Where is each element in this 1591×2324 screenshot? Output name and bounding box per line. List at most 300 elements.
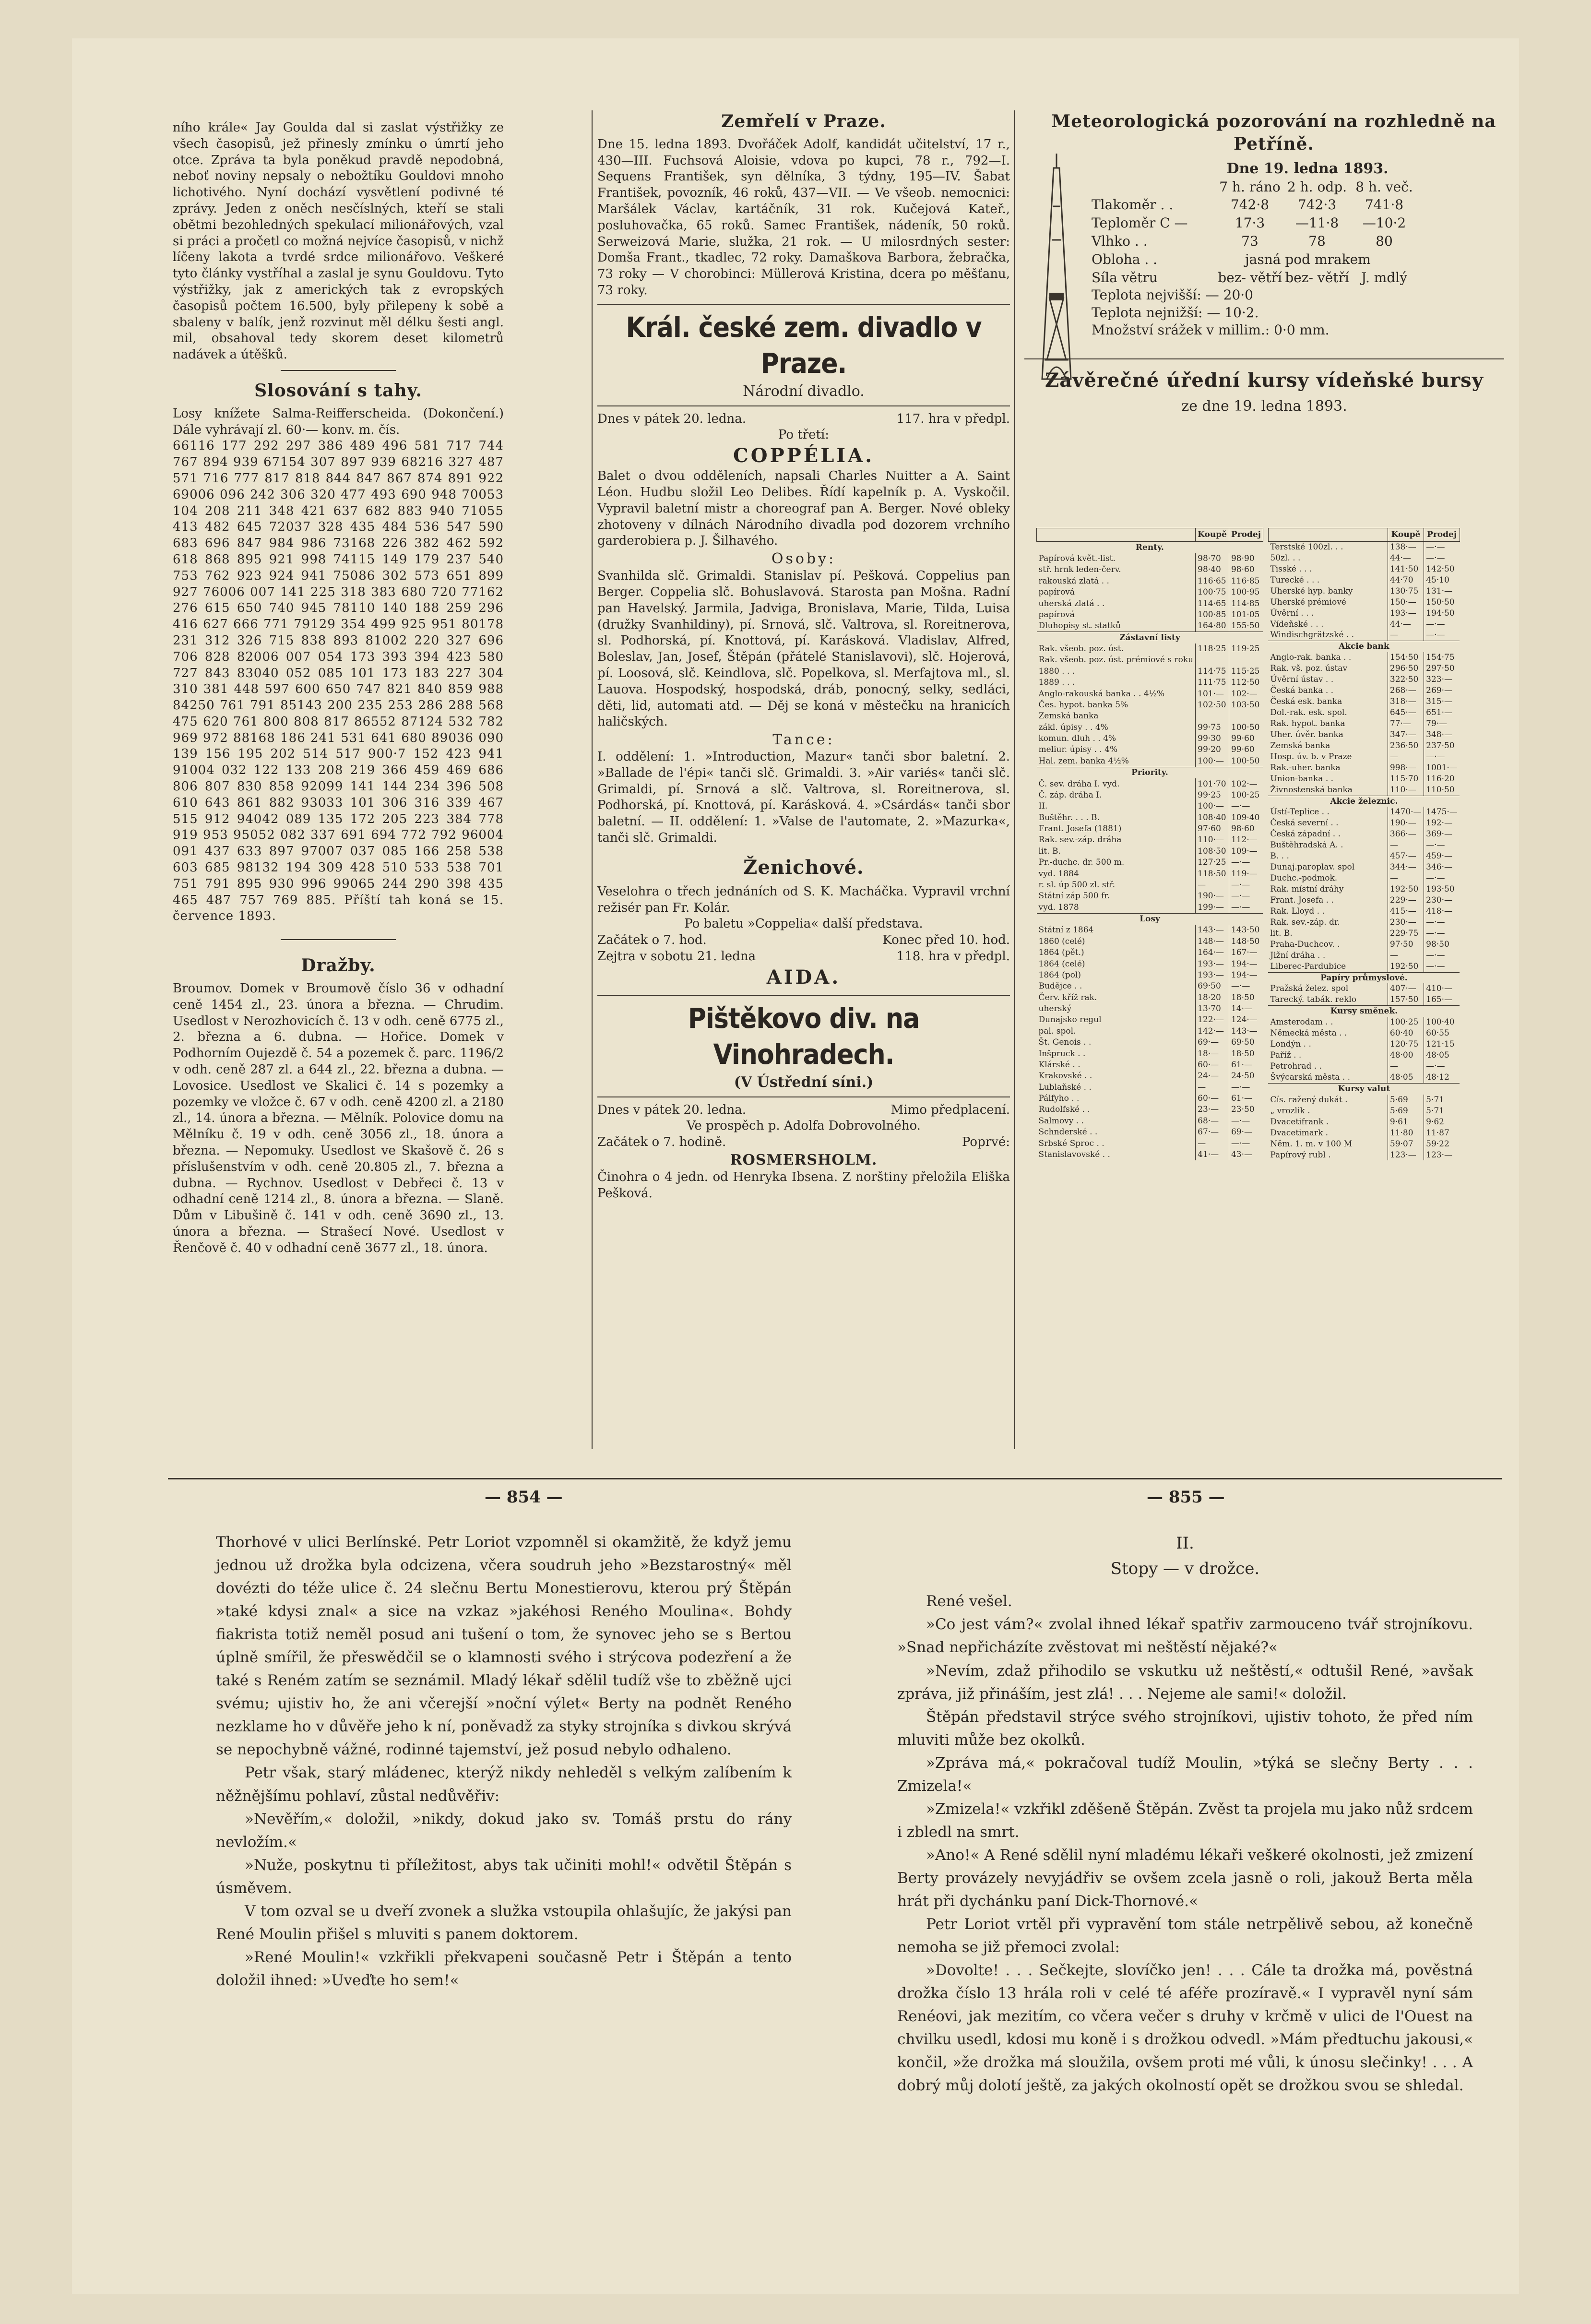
bourse-buy: 127·25 [1196, 857, 1229, 868]
bourse-sell: —·— [1424, 873, 1460, 884]
bourse-buy: 344·— [1388, 862, 1424, 873]
bourse-sell: —·— [1229, 902, 1263, 913]
novel-paragraph: »Nevím, zdaž přihodilo se vskutku už neštěstí,« odtušil René, »avšak zpráva, již přináším, jest zlá! . . . Nejeme ale sami!« doložil. [897, 1662, 1473, 1703]
bourse-item-name: Schnderské . . [1038, 1127, 1098, 1137]
bourse-item-name: 50zl. . . [1270, 553, 1301, 563]
theatre-subheading: Národní divadlo. [743, 382, 865, 400]
bourse-buy: — [1388, 630, 1424, 641]
bourse-buy: 60·— [1196, 1060, 1229, 1071]
bourse-item-name: Dunajsko regul [1038, 1015, 1102, 1025]
bourse-col-sell: Prodej [1424, 528, 1460, 542]
bourse-item-name: uherská zlatá . . [1038, 598, 1105, 608]
zenichove-text: Veselohra o třech jednáních od S. K. Macháčka. Vypravil vrchní režisér pan Fr. Kolár. [597, 884, 1010, 915]
bourse-sell: 61·— [1229, 1093, 1263, 1104]
bourse-buy: 100·25 [1388, 1017, 1424, 1028]
bourse-buy: 11·80 [1388, 1128, 1424, 1139]
bourse-item-name: pal. spol. [1038, 1026, 1076, 1036]
bourse-sell: 69·50 [1229, 1037, 1263, 1048]
bourse-item-name: Rak. místní dráhy [1270, 884, 1344, 894]
bourse-sell: —·— [1229, 857, 1263, 868]
bourse-buy: 141·50 [1388, 564, 1424, 575]
bourse-sell: —·— [1424, 928, 1460, 939]
bourse-section-row [1268, 1083, 1460, 1094]
bourse-sell: 98·60 [1229, 823, 1263, 834]
bourse-buy: 192·50 [1388, 884, 1424, 895]
bourse-row [1268, 1117, 1460, 1128]
bourse-item-name: Londýn . . [1270, 1039, 1311, 1049]
zenichove-start: Začátek o 7. hod. [597, 933, 707, 948]
bourse-row [1268, 630, 1460, 641]
bourse-row [1037, 609, 1263, 620]
bourse-buy: 193·— [1196, 958, 1229, 969]
bourse-buy: 68·— [1196, 1116, 1229, 1127]
bourse-item-name: Klárské . . [1038, 1060, 1080, 1070]
divider [281, 370, 396, 371]
bourse-buy: 148·— [1196, 936, 1229, 947]
theatre-third: Po třetí: [778, 428, 830, 442]
bourse-row [1268, 840, 1460, 851]
bourse-item-name: 1860 (celé) [1038, 936, 1085, 946]
bourse-row [1037, 846, 1263, 857]
bourse-buy: 322·50 [1388, 674, 1424, 685]
bourse-row [1268, 1150, 1460, 1161]
bourse-item-name: Papírová květ.-list. [1038, 554, 1116, 564]
bourse-sell: 14·— [1229, 1003, 1263, 1014]
bourse-item-name: Buštěhradská A. . [1270, 840, 1343, 850]
bourse-item-name: Terstské 100zl. . . [1270, 542, 1343, 552]
bourse-row [1268, 862, 1460, 873]
vinohrady-start: Začátek o 7. hodině. [597, 1135, 726, 1150]
bourse-buy: 164·80 [1196, 620, 1229, 632]
meteo-value: 73 [1241, 233, 1259, 249]
tomorrow-row [597, 949, 1010, 965]
bourse-col-name [1037, 528, 1196, 542]
bourse-sell: 112·— [1229, 834, 1263, 846]
bourse-item-name: 1864 (celé) [1038, 959, 1085, 969]
bourse-sell: 101·05 [1229, 609, 1263, 620]
divider [597, 405, 1010, 406]
bourse-sell: 18·50 [1229, 992, 1263, 1003]
bourse-sell: 100·25 [1229, 790, 1263, 801]
bourse-buy: 110·— [1388, 785, 1424, 796]
bourse-sell: —·— [1229, 1116, 1263, 1127]
bourse-sell: 100·50 [1229, 722, 1263, 733]
bourse-section-title: Priority. [1037, 767, 1263, 778]
bourse-item-name: Pražská želez. spol [1270, 984, 1349, 994]
bourse-row [1268, 983, 1460, 994]
bourse-row [1268, 586, 1460, 597]
meteo-label: Síla větru [1092, 269, 1158, 286]
bourse-buy: 229·75 [1388, 928, 1424, 939]
meteo-value: 80 [1376, 233, 1393, 249]
bourse-item-name: 1864 (pět.) [1038, 948, 1084, 958]
bourse-sell: 116·20 [1424, 774, 1460, 785]
bourse-item-name: meliur. úpisy . . 4% [1038, 745, 1118, 755]
bourse-sell: 194·50 [1424, 608, 1460, 619]
bourse-buy: 164·— [1196, 947, 1229, 958]
zenichove-end: Konec před 10. hod. [882, 933, 1010, 948]
bourse-sell: 18·50 [1229, 1048, 1263, 1059]
bourse-buy: 60·— [1196, 1093, 1229, 1104]
meteo-label: Teploměr C — [1092, 215, 1188, 231]
bourse-row [1037, 666, 1263, 677]
bourse-sell: —·— [1424, 751, 1460, 763]
bourse-row [1037, 700, 1263, 711]
bourse-buy: 99·75 [1196, 722, 1229, 733]
bourse-sell: —·— [1424, 961, 1460, 972]
bourse-section-title: Papíry průmyslové. [1268, 972, 1460, 983]
bourse-buy: — [1388, 1061, 1424, 1072]
bourse-buy: 99·20 [1196, 744, 1229, 755]
bourse-item-name: vyd. 1884 [1038, 869, 1079, 879]
bourse-buy: 48·00 [1388, 1050, 1424, 1061]
bourse-buy: 44·— [1388, 619, 1424, 630]
bourse-buy: 97·50 [1388, 939, 1424, 950]
meteo-times [1024, 178, 1504, 196]
bourse-buy: 192·50 [1388, 961, 1424, 972]
bourse-buy: 41·— [1196, 1149, 1229, 1161]
chapter-title: Stopy — v drožce. [1110, 1559, 1260, 1578]
bourse-row [1268, 1050, 1460, 1061]
meteo-heading: Meteorologická pozorování na rozhledně na Petříně. [1051, 111, 1496, 154]
bourse-col-name [1268, 528, 1388, 542]
bourse-sell: 154·75 [1424, 652, 1460, 663]
bourse-item-name: Stanislavovské . . [1038, 1150, 1110, 1160]
bourse-item-name: Německá města . . [1270, 1028, 1347, 1038]
bourse-item-name: Rak. sev.-záp. dr. [1270, 917, 1340, 927]
zenichove-times [597, 932, 1010, 949]
bourse-section-title: Kursy valut [1268, 1083, 1460, 1094]
bourse-item-name: Dunaj.paroplav. spol [1270, 862, 1355, 872]
bourse-row [1037, 812, 1263, 823]
bourse-buy: — [1196, 880, 1229, 891]
bourse-buy: 366·— [1388, 829, 1424, 840]
bourse-sell: 61·— [1229, 1060, 1263, 1071]
bourse-row [1268, 884, 1460, 895]
bourse-row [1037, 801, 1263, 812]
bourse-sell: 102·— [1229, 688, 1263, 699]
bourse-sell: 269·— [1424, 685, 1460, 696]
bourse-row [1037, 823, 1263, 834]
bourse-item-name: Česká esk. banka [1270, 697, 1342, 707]
bourse-item-name: Rak. všeob. poz. úst. [1038, 644, 1124, 654]
tance-text: I. oddělení: 1. »Introduction, Mazur« tanči sbor baletní. 2. »Ballade de l'épi« tanči slč. Grimaldi. 3. »Air variés« tanči slč. Grimaldi, pí. Srnová a slč. Valtrova, sl. Roreitnerova, sl. Podhorská, pí. Knottová, pí. Karásková. 4. »Csárdás« tanči sbor baletní. — II. oddělení: 1. »Valse de l'automate, 2. »Mazurka«, tanči slč. Grimaldi. [597, 750, 1010, 846]
bourse-item-name: Státní záp 500 fr. [1038, 891, 1110, 901]
bourse-buy: 77·— [1388, 718, 1424, 729]
bourse-row [1268, 575, 1460, 586]
bourse-item-name: rakouská zlatá . . [1038, 576, 1109, 586]
bourse-row [1268, 994, 1460, 1005]
bourse-buy: 111·75 [1196, 677, 1229, 688]
bourse-row [1268, 1128, 1460, 1139]
bourse-row [1037, 790, 1263, 801]
bourse-buy: 268·— [1388, 685, 1424, 696]
meteo-time: 7 h. ráno [1219, 179, 1281, 195]
bourse-table-left [1036, 528, 1263, 1160]
bourse-sell: 115·25 [1229, 666, 1263, 677]
newspaper-page [72, 38, 1519, 2294]
bourse-row [1037, 644, 1263, 655]
bourse-sell: 348·— [1424, 729, 1460, 740]
coppelia-title: COPPÉLIA. [733, 444, 875, 467]
bourse-row [1268, 1039, 1460, 1050]
deaths-heading: Zemřelí v Praze. [721, 111, 886, 131]
bourse-sell: —·— [1424, 840, 1460, 851]
bourse-buy: 415·— [1388, 906, 1424, 917]
bourse-buy: 100·85 [1196, 609, 1229, 620]
bourse-sell: 59·22 [1424, 1139, 1460, 1150]
bourse-section-row [1037, 542, 1263, 553]
bourse-row [1268, 763, 1460, 774]
meteo-value: 17·3 [1235, 215, 1265, 231]
bourse-sell: 369·— [1424, 829, 1460, 840]
bourse-buy: — [1388, 751, 1424, 763]
bourse-row [1268, 807, 1460, 818]
bourse-sell: 297·50 [1424, 663, 1460, 674]
bourse-sell: 651·— [1424, 707, 1460, 718]
bourse-sell: 459·— [1424, 851, 1460, 862]
meteo-time: 8 h. več. [1355, 179, 1413, 195]
bourse-sell: 5·71 [1424, 1106, 1460, 1117]
bourse-item-name: „ vrozlik . [1270, 1106, 1310, 1116]
bourse-row [1268, 619, 1460, 630]
bourse-item-name: Česká západní . . [1270, 829, 1341, 839]
bourse-row [1037, 1060, 1263, 1071]
bourse-row [1268, 906, 1460, 917]
bourse-buy: 108·50 [1196, 846, 1229, 857]
bourse-row [1268, 873, 1460, 884]
bourse-item-name: Cís. ražený dukát . [1270, 1095, 1348, 1105]
bourse-buy: 318·— [1388, 696, 1424, 707]
bourse-sell: 121·15 [1424, 1039, 1460, 1050]
bourse-section-row [1268, 641, 1460, 652]
bourse-item-name: Uherské prémiové [1270, 597, 1346, 607]
bourse-item-name: Windischgrätzské . . [1270, 630, 1354, 640]
page-number-right: — 855 — [1147, 1488, 1225, 1507]
bourse-sell: 103·50 [1229, 700, 1263, 711]
divider [281, 939, 396, 940]
bourse-row [1268, 1061, 1460, 1072]
bourse-sell: 143·50 [1229, 925, 1263, 936]
meteo-max: Teplota nejvišší: — 20·0 [1092, 287, 1253, 303]
bourse-buy: 44·70 [1388, 575, 1424, 586]
bourse-row [1268, 553, 1460, 564]
bourse-item-name: lit. B. [1038, 846, 1061, 856]
bourse-buy: 101·70 [1196, 778, 1229, 789]
bourse-sell: 194·— [1229, 958, 1263, 969]
bourse-row [1268, 729, 1460, 740]
meteo-row-humidity [1024, 232, 1504, 250]
vinohrady-extra: Mimo předplacení. [890, 1102, 1010, 1117]
chapter-number: II. [1176, 1534, 1194, 1553]
bourse-row [1268, 774, 1460, 785]
bourse-sell: 23·50 [1229, 1104, 1263, 1115]
bourse-sell: 123·— [1424, 1150, 1460, 1161]
bourse-buy: 100·75 [1196, 587, 1229, 598]
bourse-sell: 150·50 [1424, 597, 1460, 608]
bourse-row [1268, 851, 1460, 862]
bourse-sell: 116·85 [1229, 576, 1263, 587]
bourse-row [1268, 696, 1460, 707]
bourse-item-name: Paříž . . [1270, 1050, 1302, 1061]
bourse-row [1268, 1028, 1460, 1039]
bourse-row [1268, 939, 1460, 950]
bourse-row [1037, 553, 1263, 564]
bourse-col-buy: Koupě [1388, 528, 1424, 542]
novel-paragraph: Petr Loriot vrtěl při vypravění tom stále netrpělivě sebou, až konečně nemoha se již přemoci zvolal: [897, 1916, 1473, 1956]
meteo-min: Teplota nejnižší: — 10·2. [1092, 304, 1259, 321]
bourse-item-name: Úvěrní . . . [1270, 608, 1314, 618]
bourse-item-name: 1889 . . . [1038, 678, 1075, 688]
bourse-buy: 230·— [1388, 917, 1424, 928]
bourse-sell: —·— [1229, 1082, 1263, 1093]
bourse-sell: 98·90 [1229, 553, 1263, 564]
novel-paragraph: Thorhové v ulici Berlínské. Petr Loriot vzpomněl si okamžitě, že když jemu jednou už drožka byla odcizena, včera soudruh jeho »Bezstarostný« měl dovézti do téže ulice č. 24 slečnu Bertu Monestierovu, kterou prý Štěpán »také kdysi znal« a sice na vzkaz »jakéhosi Reného Moulina«. Bohdy fiakrista totiž neměl posud ani tušení o tom, že synovec jeho se s Bertou úplně smířil, že přeswědčil se o klamnosti svého i strýcova podezření a že také s Reném zatím se seznámil. Mladý lékař sdělil tudíž vše to zběžně ujci svému; ujistiv ho, že ani včerejší »noční výlet« Berty na podnět Reného nezklame ho v důvěře jeho k ní, poněvadž za styky strojníka s divkou skrývá se nepochybně vážné, rodinné tajemství, jež posud nebylo odhaleno. [216, 1534, 792, 1759]
bourse-sell: 112·50 [1229, 677, 1263, 688]
bourse-buy: — [1196, 1138, 1229, 1149]
bourse-item-name: Hosp. úv. b. v Praze [1270, 751, 1352, 762]
bourse-item-name: Rak. Lloyd . . [1270, 906, 1325, 916]
bourse-item-name: Rak. vš. poz. ústav [1270, 664, 1348, 674]
meteo-row-temperature [1024, 214, 1504, 232]
bourse-row [1037, 722, 1263, 733]
bourse-item-name: lit. B. [1270, 928, 1293, 938]
bourse-buy: 154·50 [1388, 652, 1424, 663]
bourse-row [1037, 834, 1263, 846]
bourse-sell [1229, 655, 1263, 666]
bourse-buy: 347·— [1388, 729, 1424, 740]
bourse-row [1037, 1116, 1263, 1127]
bourse-item-name: Turecké . . . [1270, 575, 1320, 585]
bourse-item-name: stř. hrnk leden-červ. [1038, 565, 1121, 575]
bourse-item-name: Št. Genois . . [1038, 1037, 1092, 1048]
bourse-sell: 69·— [1229, 1127, 1263, 1138]
bourse-item-name: Rak.-uher. banka [1270, 763, 1341, 773]
bourse-sell: 418·— [1424, 906, 1460, 917]
bourse-row [1037, 868, 1263, 879]
bourse-row [1037, 1048, 1263, 1059]
bourse-item-name: Ústí-Teplice . . [1270, 807, 1330, 817]
bourse-sell: 109·40 [1229, 812, 1263, 823]
theatre-performance: 117. hra v předpl. [896, 411, 1010, 426]
novel-left-page [216, 1531, 792, 1992]
bourse-sell: 24·50 [1229, 1071, 1263, 1082]
bourse-buy: 69·50 [1196, 981, 1229, 992]
bourse-sell: —·— [1229, 801, 1263, 812]
bourse-item-name: Papírový rubl . [1270, 1150, 1331, 1160]
bourse-row [1037, 688, 1263, 699]
bourse-buy: 118·50 [1196, 868, 1229, 879]
bourse-sell: 346·— [1424, 862, 1460, 873]
bourse-sell: 110·50 [1424, 785, 1460, 796]
bourse-row [1037, 992, 1263, 1003]
bourse-item-name: Jižní dráha . . [1270, 950, 1326, 960]
bourse-row [1037, 902, 1263, 913]
bourse-item-name: Salmovy . . [1038, 1116, 1084, 1126]
page-number-left: — 854 — [485, 1488, 563, 1507]
bourse-sell: 99·60 [1229, 744, 1263, 755]
bourse-section-title: Kursy směnek. [1268, 1006, 1460, 1017]
novel-paragraph: »Nuže, poskytnu ti příležitost, abys tak učiniti mohl!« odvětil Štěpán s úsměvem. [216, 1856, 792, 1897]
bourse-sell: 194·— [1229, 970, 1263, 981]
meteo-date: Dne 19. ledna 1893. [1226, 160, 1389, 177]
bourse-row [1268, 785, 1460, 796]
bourse-item-name: 1880 . . . [1038, 666, 1075, 676]
theatre-date-row [597, 411, 1010, 428]
bourse-buy: 116·65 [1196, 576, 1229, 587]
bourse-row [1037, 744, 1263, 755]
bourse-section-title: Losy [1037, 913, 1263, 925]
bourse-row [1037, 1003, 1263, 1014]
bourse-col-buy: Koupě [1196, 528, 1229, 542]
bourse-buy: 296·50 [1388, 663, 1424, 674]
bourse-sell: 323·— [1424, 674, 1460, 685]
bourse-buy: 98·40 [1196, 564, 1229, 575]
bourse-sell: 315·— [1424, 696, 1460, 707]
gould-article: ního krále« Jay Goulda dal si zaslat výstřižky ze všech časopisů, jež přinesly zmínku o úmrtí jeho otce. Zpráva ta byla poněkud pravdě nepodobná, neboť noviny nepsaly o nebožtíku Gouldovi mnoho lichotivého. Nyní dochází vysvětlení podivné té zprávy. Jeden z oněch nesčíslných, kteří se stali obětmi bezohledných spekulací milionářových, vzal si práci a pročetl co možná nejvíce časopisů, v nichž líčeny lakota a tvrdé srdce milionářovo. Veškeré tyto články vystříhal a zaslal je synu Gouldovu. Tyto výstřižky, jak z amerických tak z evropských časopisů počtem 16.500, byly přilepeny k sobě a sbaleny v balík, jenž rozvinut měl délku šesti angl. mil, obsahoval tedy skorem deset kilometrů nadávek a útěšků. [173, 120, 504, 362]
bourse-row [1268, 685, 1460, 696]
bourse-buy: 60·40 [1388, 1028, 1424, 1039]
meteo-value: bez- větří [1218, 269, 1282, 286]
lottery-subheading: Losy knížete Salma-Reifferscheida. (Dokončení.) Dále vyhrávají zl. 60·— konv. m. čís. [173, 406, 504, 437]
bourse-row [1037, 655, 1263, 666]
bourse-buy: 99·30 [1196, 733, 1229, 744]
vinohrady-benefit: Ve prospěch p. Adolfa Dobrovolného. [687, 1119, 921, 1133]
bourse-row [1268, 652, 1460, 663]
bourse-buy: 193·— [1196, 970, 1229, 981]
bourse-buy: 18·— [1196, 1048, 1229, 1059]
bourse-item-name: Úvěrní ústav . . [1270, 675, 1334, 685]
bourse-row [1037, 981, 1263, 992]
bourse-buy [1196, 655, 1229, 666]
bourse-item-name: Zemská banka [1270, 740, 1330, 751]
bourse-item-name: Uherské hyp. banky [1270, 586, 1353, 596]
bourse-item-name: Pálfyho . . [1038, 1094, 1080, 1104]
meteo-value: bez- větří [1285, 269, 1349, 286]
bourse-item-name: Duchc.-podmok. [1270, 873, 1338, 883]
bourse-item-name: 1864 (pol) [1038, 970, 1081, 980]
bourse-buy: 5·69 [1388, 1095, 1424, 1106]
novel-paragraph: V tom ozval se u dveří zvonek a služka vstoupila ohlašujíc, že jakýsi pan René Moulin přišel s mluviti s panem doktorem. [216, 1902, 792, 1943]
bourse-item-name: Liberec-Pardubice [1270, 961, 1346, 971]
bourse-sell: 48·05 [1424, 1050, 1460, 1061]
bourse-item-name: II. [1038, 801, 1048, 811]
bourse-item-name: zákl. úpisy . . 4% [1038, 722, 1108, 732]
bourse-sell: 102·— [1229, 778, 1263, 789]
bourse-buy: 123·— [1388, 1150, 1424, 1161]
bourse-buy: 110·— [1196, 834, 1229, 846]
bourse-sell: —·— [1229, 880, 1263, 891]
meteo-label: Tlakoměr . . [1092, 197, 1174, 213]
bourse-buy: 44·— [1388, 553, 1424, 564]
bourse-section-title: Zástavní listy [1037, 632, 1263, 644]
column-1 [173, 120, 504, 1257]
novel-paragraph: Petr však, starý mládenec, kterýž nikdy nehleděl s velkým zalíbením k něžnějšímu pohlaví, zůstal nedůvěřiv: [216, 1764, 792, 1805]
bourse-buy: 67·— [1196, 1127, 1229, 1138]
bourse-item-name: Č. sev. dráha I. vyd. [1038, 779, 1120, 789]
bourse-item-name: Budějce . . [1038, 981, 1082, 991]
bourse-section-row [1037, 632, 1263, 644]
bourse-sell: 60·55 [1424, 1028, 1460, 1039]
bourse-sell: 143·— [1229, 1026, 1263, 1037]
bourse-buy: 100·— [1196, 756, 1229, 767]
bourse-buy: — [1388, 950, 1424, 961]
bourse-sell: 230·— [1424, 895, 1460, 906]
divider [597, 1096, 1010, 1097]
bourse-buy: 69·— [1196, 1037, 1229, 1048]
bourse-buy: 998·— [1388, 763, 1424, 774]
tomorrow-date: Zejtra v sobotu 21. ledna [597, 949, 756, 964]
